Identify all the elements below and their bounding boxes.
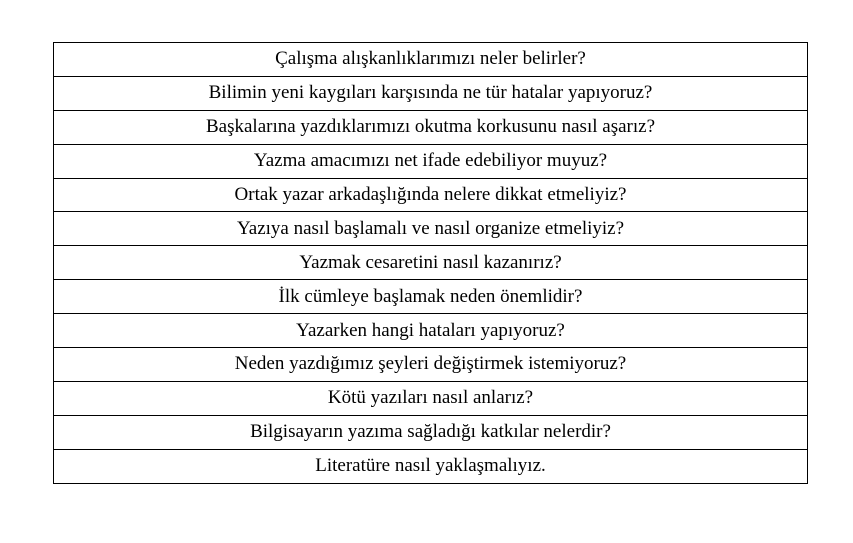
table-row	[54, 212, 808, 246]
table-row	[54, 178, 808, 212]
table-row	[54, 314, 808, 348]
question-cell: Ortak yazar arkadaşlığında nelere dikkat etmeliyiz?	[54, 178, 808, 212]
question-cell: Yazmak cesaretini nasıl kazanırız?	[54, 246, 808, 280]
table-row	[54, 415, 808, 449]
table-row	[54, 449, 808, 483]
table-row	[54, 381, 808, 415]
questions-table	[53, 42, 808, 484]
questions-table-body	[54, 43, 808, 484]
question-cell: Bilimin yeni kaygıları karşısında ne tür hatalar yapıyoruz?	[54, 76, 808, 110]
question-cell: İlk cümleye başlamak neden önemlidir?	[54, 280, 808, 314]
table-row	[54, 144, 808, 178]
question-cell: Bilgisayarın yazıma sağladığı katkılar nelerdir?	[54, 415, 808, 449]
question-cell: Yazarken hangi hataları yapıyoruz?	[54, 314, 808, 348]
table-row	[54, 348, 808, 382]
table-row	[54, 43, 808, 77]
table-row	[54, 110, 808, 144]
table-row	[54, 280, 808, 314]
question-cell: Neden yazdığımız şeyleri değiştirmek istemiyoruz?	[54, 348, 808, 382]
question-cell: Kötü yazıları nasıl anlarız?	[54, 381, 808, 415]
question-cell: Literatüre nasıl yaklaşmalıyız.	[54, 449, 808, 483]
question-cell: Başkalarına yazdıklarımızı okutma korkusunu nasıl aşarız?	[54, 110, 808, 144]
table-row	[54, 76, 808, 110]
table-row	[54, 246, 808, 280]
question-cell: Çalışma alışkanlıklarımızı neler belirler?	[54, 43, 808, 77]
question-cell: Yazma amacımızı net ifade edebiliyor muyuz?	[54, 144, 808, 178]
question-cell: Yazıya nasıl başlamalı ve nasıl organize etmeliyiz?	[54, 212, 808, 246]
